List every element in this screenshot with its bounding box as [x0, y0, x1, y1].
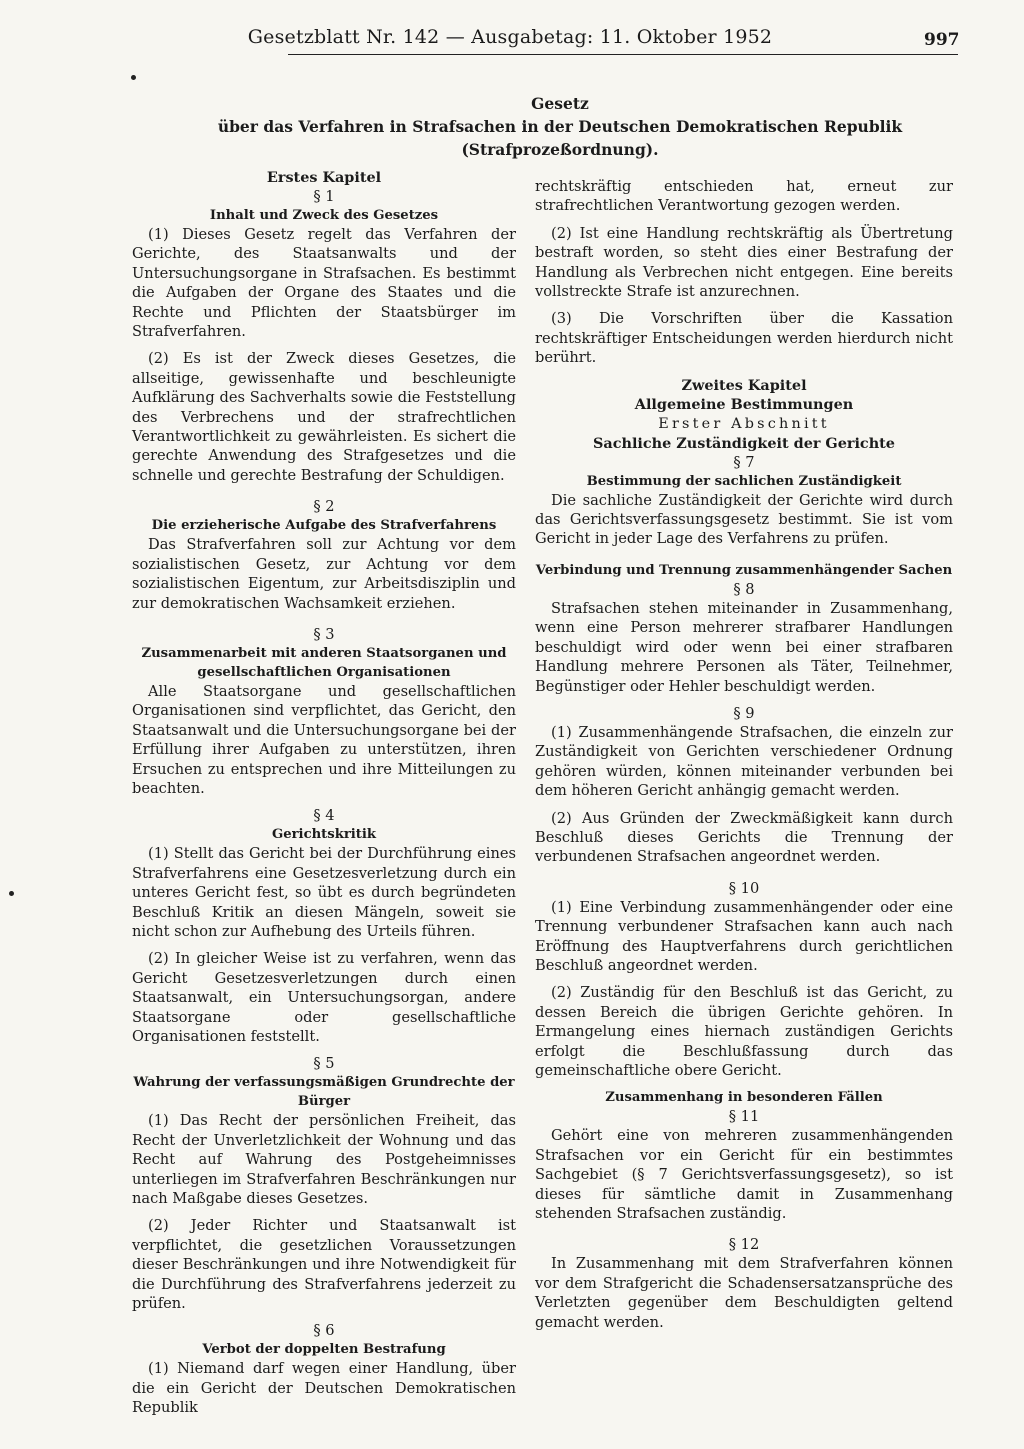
section-number: § 4: [313, 807, 335, 825]
chapter-title: Allgemeine Bestimmungen: [634, 395, 854, 413]
section-number: § 7: [733, 453, 755, 471]
section-number: § 8: [733, 580, 755, 598]
paragraph: (3) Die Vorschriften über die Kassation rechtskräftiger Entscheidungen werden hierdurch nicht berührt.: [535, 310, 953, 367]
section-number: § 12: [728, 1236, 760, 1254]
section-title: Die erzieherische Aufgabe des Strafverfahrens: [151, 518, 497, 534]
section-number: § 1: [313, 188, 335, 205]
law-title: [150, 92, 970, 161]
paragraph: (1) Das Recht der persönlichen Freiheit, das Recht der Unverletzlichkeit der Wohnung und das Recht auf Wahrung des Postgeheimnisses unterliegen im Strafverfahren Beschränkungen nur nach Maßgabe dieses Gesetzes.: [132, 1112, 516, 1208]
law-title-line1: Gesetz: [531, 94, 589, 113]
paragraph: (2) Es ist der Zweck dieses Gesetzes, die allseitige, gewissenhafte und beschleunigte Aufklärung des Sachverhalts sowie die Feststellung des Verbrechens und der strafrechtlichen Verantwortlichkeit zu gewährleisten. Es sichert die gerechte Anwendung des Strafgesetzes und die schnelle und gerechte Bestrafung der Schuldigen.: [132, 350, 516, 484]
paragraph: Gehört eine von mehreren zusammenhängenden Strafsachen vor ein Gericht für ein bestimmtes Sachgebiet (§ 7 Gerichtsverfassungsgesetz), so ist dieses für sämtliche damit in Zusammenhang stehenden Strafsachen zuständig.: [535, 1127, 953, 1223]
margin-dot: [9, 891, 14, 896]
law-title-line3: (Strafprozeßordnung).: [461, 140, 659, 159]
section-title: Wahrung der verfassungsmäßigen Grundrechte der Bürger: [133, 1075, 515, 1110]
section-number: § 6: [313, 1322, 335, 1340]
section-title: Inhalt und Zweck des Gesetzes: [209, 208, 439, 223]
section-number: § 10: [728, 879, 760, 897]
paragraph: (2) Aus Gründen der Zweckmäßigkeit kann durch Beschluß dieses Gerichts die Trennung der verbundenen Strafsachen angeordnet werden.: [535, 809, 953, 866]
paragraph: In Zusammenhang mit dem Strafverfahren können vor dem Strafgericht die Schadensersatzansprüche des Verletzten gegenüber dem Beschuldigten geltend gemacht werden.: [535, 1255, 953, 1331]
right-column: [535, 177, 953, 1340]
chapter-heading: Erstes Kapitel: [266, 169, 382, 186]
paragraph: Strafsachen stehen miteinander in Zusammenhang, wenn eine Person mehrerer strafbarer Handlungen beschuldigt wird oder wenn bei einer strafbaren Handlung mehrere Personen als Täter, Teilnehmer, Begünstiger oder Hehler beschuldigt werden.: [535, 599, 953, 695]
section-number: § 11: [728, 1108, 760, 1126]
group-heading: Verbindung und Trennung zusammenhängender Sachen: [535, 562, 953, 578]
section-number: § 5: [313, 1055, 335, 1073]
part-title: Sachliche Zuständigkeit der Gerichte: [593, 434, 895, 452]
section-number: § 9: [733, 704, 755, 722]
law-title-line2: über das Verfahren in Strafsachen in der Deutschen Demokratischen Republik: [217, 117, 903, 136]
paragraph: rechtskräftig entschieden hat, erneut zur strafrechtlichen Verantwortung gezogen werden.: [535, 178, 953, 215]
section-title: Gerichtskritik: [271, 827, 377, 843]
part-heading: Erster Abschnitt: [658, 415, 830, 432]
paragraph: (2) Ist eine Handlung rechtskräftig als Übertretung bestraft worden, so steht dies einer Bestrafung der Handlung als Verbrechen nicht entgegen. Eine bereits vollstreckte Strafe ist anzurechnen.: [535, 224, 953, 301]
chapter-heading: Zweites Kapitel: [681, 376, 807, 394]
section-number: § 2: [313, 498, 335, 516]
section-number: § 3: [313, 625, 335, 643]
section-title: Zusammenarbeit mit anderen Staatsorganen und gesellschaftlichen Organisationen: [141, 645, 507, 680]
paragraph: (1) Dieses Gesetz regelt das Verfahren der Gerichte, des Staatsanwalts und der Untersuchungsorgane in Strafsachen. Es bestimmt die Aufgaben der Organe des Staates und die Rechte und Pflichten der Staatsbürger im Strafverfahren.: [132, 226, 516, 341]
header-rule: [288, 54, 958, 55]
paragraph: (2) In gleicher Weise ist zu verfahren, wenn das Gericht Gesetzesverletzungen durch einen Staatsanwalt, ein Untersuchungsorgan, andere Staatsorgane oder gesellschaftliche Organisationen feststellt.: [132, 950, 516, 1045]
group-heading: Zusammenhang in besonderen Fällen: [605, 1090, 883, 1106]
paragraph: (1) Zusammenhängende Strafsachen, die einzeln zur Zuständigkeit von Gerichten verschiedener Ordnung gehören würden, können miteinander verbunden bei dem höheren Gericht anhängig gemacht werden.: [535, 723, 953, 800]
section-title: Bestimmung der sachlichen Zuständigkeit: [586, 473, 902, 489]
running-title: Gesetzblatt Nr. 142 — Ausgabetag: 11. Oktober 1952: [247, 26, 773, 48]
paragraph: (1) Stellt das Gericht bei der Durchführung eines Strafverfahrens eine Gesetzesverletzung durch ein unteres Gericht fest, so übt es durch begründeten Beschluß Kritik an diesen Mängeln, soweit sie nicht schon zur Aufhebung des Urteils führen.: [132, 845, 516, 940]
paragraph: Die sachliche Zuständigkeit der Gerichte wird durch das Gerichtsverfassungsgesetz bestimmt. Sie ist vom Gericht in jeder Lage des Verfahrens zu prüfen.: [535, 491, 953, 548]
paragraph: (2) Jeder Richter und Staatsanwalt ist verpflichtet, die gesetzlichen Voraussetzungen dieser Beschränkungen und ihre Notwendigkeit für die Durchführung des Strafverfahrens jederzeit zu prüfen.: [132, 1217, 516, 1313]
page-number: 997: [924, 30, 960, 50]
page-header: [0, 26, 1024, 66]
paragraph: (2) Zuständig für den Beschluß ist das Gericht, zu dessen Bereich die übrigen Gerichte gehören. In Ermangelung eines hiernach zuständigen Gerichts erfolgt die Beschlußfassung durch das gemeinschaftliche obere Gericht.: [535, 984, 953, 1079]
paragraph: Das Strafverfahren soll zur Achtung vor dem sozialistischen Gesetz, zur Achtung vor dem sozialistischen Eigentum, zur Arbeitsdisziplin und zur demokratischen Wachsamkeit erziehen.: [132, 536, 516, 612]
left-column: [132, 168, 516, 1426]
margin-dot: [131, 75, 136, 80]
paragraph: Alle Staatsorgane und gesellschaftlichen Organisationen sind verpflichtet, das Gericht, den Staatsanwalt und die Untersuchungsorgane bei der Erfüllung ihrer Aufgaben zu unterstützen, ihren Ersuchen zu entsprechen und ihre Mitteilungen zu beachten.: [132, 682, 516, 797]
section-title: Verbot der doppelten Bestrafung: [202, 1342, 446, 1358]
paragraph: (1) Eine Verbindung zusammenhängender oder eine Trennung verbundener Strafsachen kann auch nach Eröffnung des Hauptverfahrens durch gerichtlichen Beschluß angeordnet werden.: [535, 898, 953, 974]
paragraph: (1) Niemand darf wegen einer Handlung, über die ein Gericht der Deutschen Demokratischen Republik: [132, 1360, 516, 1417]
